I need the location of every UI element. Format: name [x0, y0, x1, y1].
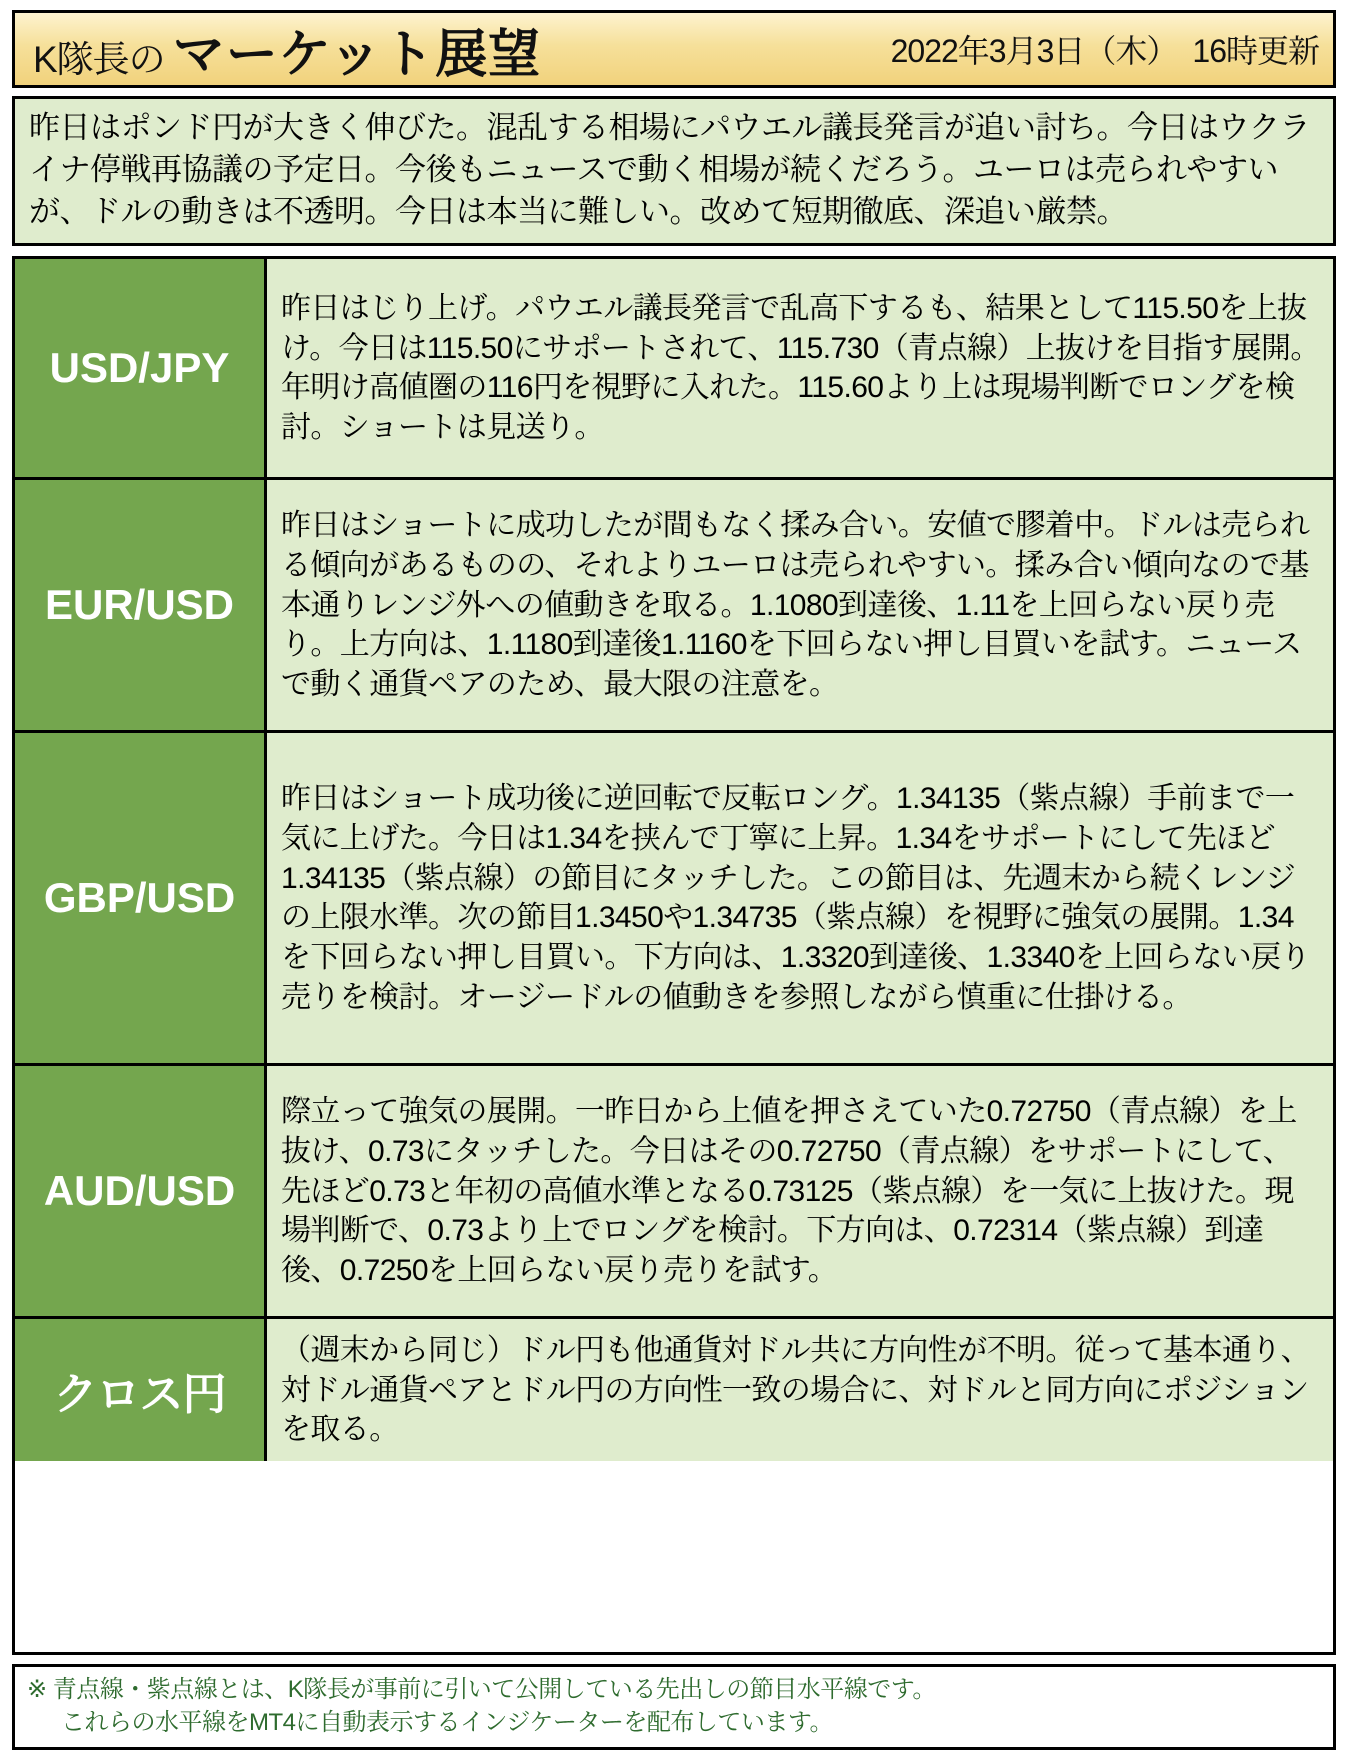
currency-pair-table: [12, 256, 1336, 1654]
footnote: [12, 1664, 1336, 1750]
row-body-cross-yen: [267, 1319, 1333, 1461]
row-body-audusd: [267, 1066, 1333, 1316]
row-body-eurusd: [267, 480, 1333, 730]
summary-box: [12, 96, 1336, 246]
table-row: [15, 733, 1333, 1066]
row-label-usdjpy: USD/JPY: [15, 259, 267, 477]
row-label-gbpusd: GBP/USD: [15, 733, 267, 1063]
table-row: [15, 480, 1333, 733]
row-text-gbpusd: 昨日はショート成功後に逆回転で反転ロング。1.34135（紫点線）手前まで一気に上げた。今日は1.34を挟んで丁寧に上昇。1.34をサポートにして先ほど1.34135（紫点線）の節目にタッチした。この節目は、先週末から続くレンジの上限水準。次の節目1.3450や1.34735（紫点線）を視野に強気の展開。1.34を下回らない押し目買い。下方向は、1.3320到達後、1.3340を上回らない戻り売りを検討。オージードルの値動きを参照しながら慎重に仕掛ける。: [281, 781, 1310, 1015]
row-text-eurusd: 昨日はショートに成功したが間もなく揉み合い。安値で膠着中。ドルは売られる傾向があるものの、それよりユーロは売られやすい。揉み合い傾向なので基本通りレンジ外への値動きを取る。1.1080到達後、1.11を上回らない戻り売り。上方向は、1.1180到達後1.1160を下回らない押し目買いを試す。ニュースで動く通貨ペアのため、最大限の注意を。: [281, 508, 1310, 702]
row-label-cross-yen: クロス円: [15, 1319, 267, 1461]
row-body-usdjpy: [267, 259, 1333, 477]
footnote-line-1: ※ 青点線・紫点線とは、K隊長が事前に引いて公開している先出しの節目水平線です。: [27, 1675, 936, 1703]
row-text-cross-yen: （週末から同じ）ドル円も他通貨対ドル共に方向性が不明。従って基本通り、対ドル通貨ペアとドル円の方向性一致の場合に、対ドルと同方向にポジションを取る。: [281, 1333, 1310, 1447]
header-title-group: [33, 12, 541, 87]
row-label-audusd: AUD/USD: [15, 1066, 267, 1316]
table-row: [15, 1066, 1333, 1319]
row-text-usdjpy: 昨日はじり上げ。パウエル議長発言で乱高下するも、結果として115.50を上抜け。今日は115.50にサポートされて、115.730（青点線）上抜けを目指す展開。年明け高値圏の116円を視野に入れた。115.60より上は現場判断でロングを検討。ショートは見送り。: [281, 291, 1320, 445]
footnote-line-2: これらの水平線をMT4に自動表示するインジケーターを配布しています。: [61, 1708, 833, 1736]
table-row: [15, 259, 1333, 480]
summary-text: 昨日はポンド円が大きく伸びた。混乱する相場にパウエル議長発言が追い討ち。今日はウクライナ停戦再協議の予定日。今後もニュースで動く相場が続くだろう。ユーロは売られやすいが、ドルの動きは不透明。今日は本当に難しい。改めて短期徹底、深追い厳禁。: [29, 110, 1310, 230]
row-label-eurusd: EUR/USD: [15, 480, 267, 730]
header-date: 2022年3月3日（木） 16時更新: [890, 33, 1319, 69]
header-prefix: K隊長の: [33, 38, 165, 80]
row-body-gbpusd: [267, 733, 1333, 1063]
table-row: [15, 1319, 1333, 1461]
row-text-audusd: 際立って強気の展開。一昨日から上値を押さえていた0.72750（青点線）を上抜け、0.73にタッチした。今日はその0.72750（青点線）をサポートにして、先ほど0.73と年初の高値水準となる0.73125（紫点線）を一気に上抜けた。現場判断で、0.73より上でロングを検討。下方向は、0.72314（紫点線）到達後、0.7250を上回らない戻り売りを試す。: [281, 1094, 1297, 1288]
page-header: [12, 10, 1336, 88]
page-title: マーケット展望: [172, 25, 542, 84]
